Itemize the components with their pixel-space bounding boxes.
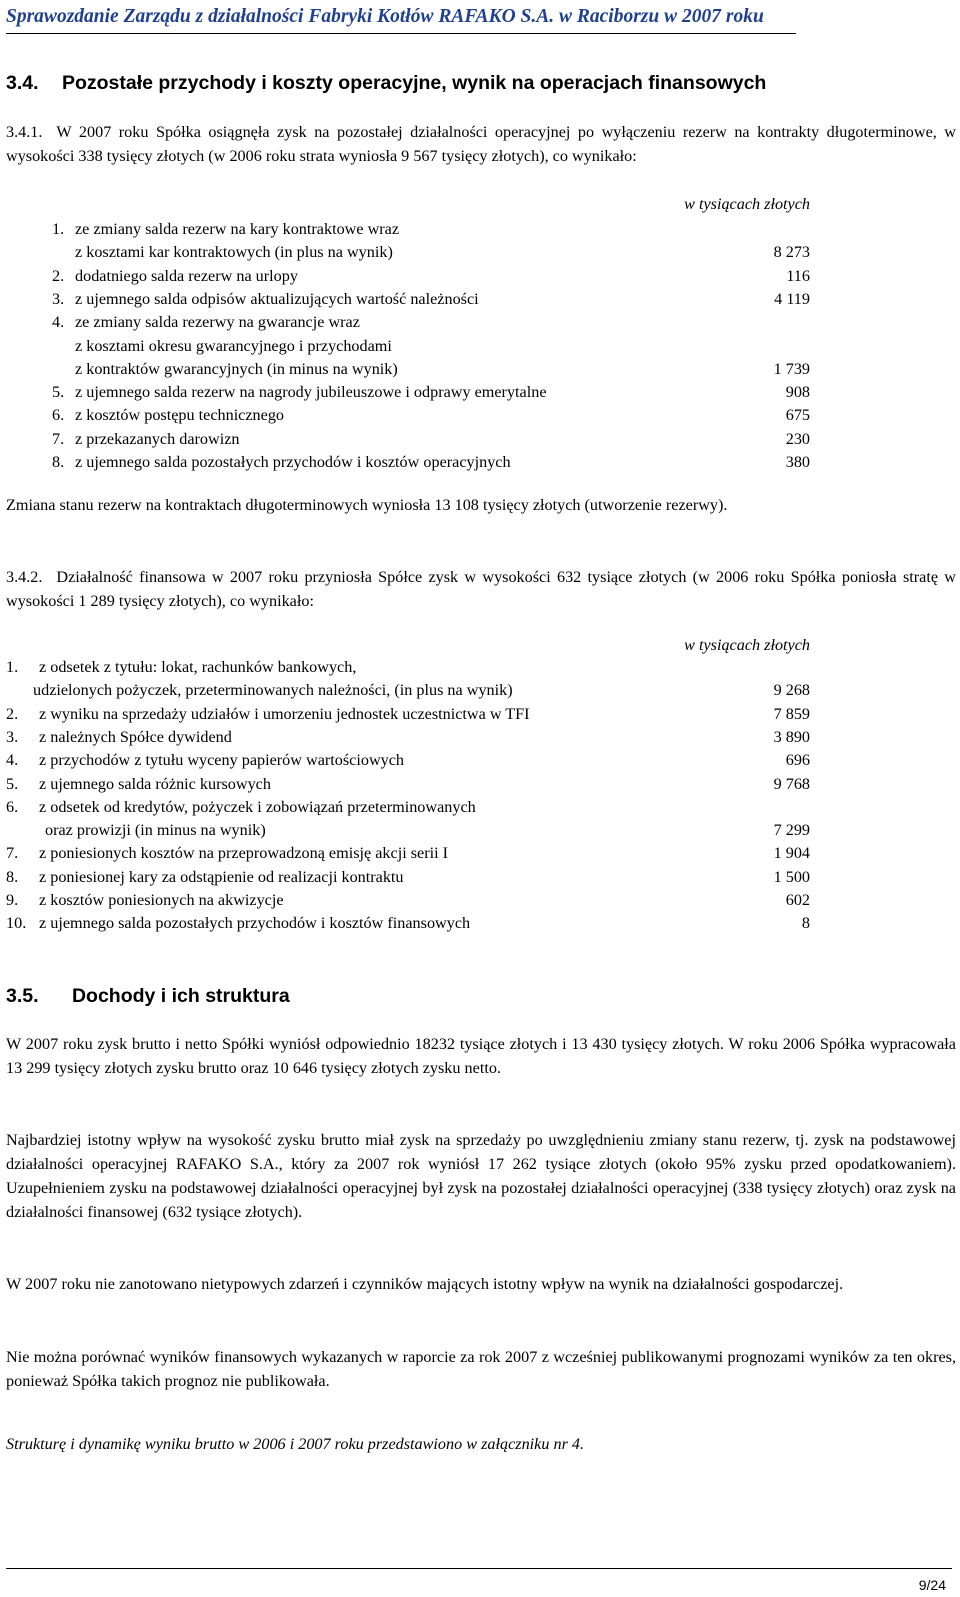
list-item-number: 4. — [6, 751, 19, 770]
list-item-number: 2. — [52, 266, 65, 285]
list-item-value: 9 268 — [773, 681, 810, 700]
list-item-text: z kosztów postępu technicznego — [75, 406, 285, 425]
page-number: 9/24 — [918, 1577, 946, 1593]
list-item-number: 4. — [52, 313, 65, 332]
list-item-value: 675 — [785, 406, 810, 425]
list-item-value: 908 — [785, 383, 810, 402]
section-title: Dochody i ich struktura — [71, 985, 290, 1007]
list-item-text: z ujemnego salda różnic kursowych — [39, 774, 271, 793]
list-item-text: z ujemnego salda odpisów aktualizujących wartość należności — [75, 289, 479, 308]
list-item-number: 1. — [6, 658, 19, 676]
list-item-text: z kosztami okresu gwarancyjnego i przychodami — [75, 336, 392, 355]
section-3-5-heading — [6, 985, 290, 1008]
list-item-value: 696 — [785, 751, 810, 770]
list-item-text: z kontraktów gwarancyjnych (in minus na wynik) — [75, 359, 398, 378]
paragraph-number: 3.4.1. — [6, 123, 43, 141]
list-item-value: 8 273 — [773, 243, 810, 262]
list1-unit: w tysiącach złotych — [684, 195, 810, 213]
paragraph-profit-structure: Najbardziej istotny wpływ na wysokość zysku brutto miał zysk na sprzedaży po uwzględnieniu zmiany stanu rezerw, tj. zysk na podstawowej działalności operacyjnej RAFAKO S.A., który za 2007 rok wyniósł 17 262 tysiące złotych (około 95% zysku przed opodatkowaniem). Uzupełnieniem zysku na podstawowej działalności operacyjnej był zysk na pozostałej działalności operacyjnej (338 tysięcy złotych) oraz zysk na działalności finansowej (632 tysiące złotych). — [6, 1131, 956, 1221]
paragraph-forecast: Nie można porównać wyników finansowych wykazanych w raporcie za rok 2007 z wcześniej publikowanymi prognozami wyników za ten okres, ponieważ Spółka takich prognoz nie publikowała. — [6, 1348, 956, 1390]
list-item-text: z poniesionych kosztów na przeprowadzoną emisję akcji serii I — [39, 844, 449, 863]
list-item-value: 3 890 — [773, 727, 810, 746]
footer-rule — [6, 1568, 952, 1569]
list-item-number: 9. — [6, 891, 19, 909]
list-item-value: 7 859 — [773, 704, 810, 723]
attachment-note: Strukturę i dynamikę wyniku brutto w 2006 i 2007 roku przedstawiono w załączniku nr 4. — [6, 1435, 585, 1453]
list-item-value: 230 — [785, 429, 810, 448]
list-item-number: 6. — [6, 797, 19, 816]
section-title: Pozostałe przychody i koszty operacyjne, wynik na operacjach finansowych — [61, 72, 767, 94]
list-item-value: 1 739 — [773, 359, 810, 378]
list-item-text: z ujemnego salda pozostałych przychodów i kosztów finansowych — [39, 914, 471, 933]
list-item-number: 2. — [6, 704, 19, 723]
list-item-number: 7. — [6, 844, 19, 863]
list-item-number: 10. — [6, 914, 27, 933]
list2-unit: w tysiącach złotych — [684, 636, 810, 654]
list-item-value: 9 768 — [773, 774, 810, 793]
list-item-number: 3. — [6, 727, 19, 746]
list-item-text: z odsetek od kredytów, pożyczek i zobowiązań przeterminowanych — [39, 797, 476, 816]
paragraph-3-4-1 — [6, 120, 956, 168]
list-item-value: 116 — [786, 266, 810, 285]
list-item-number: 6. — [52, 406, 65, 425]
list-item-text: ze zmiany salda rezerwy na gwarancje wraz — [75, 313, 360, 332]
list-item-number: 3. — [52, 289, 65, 308]
paragraph-reserve-change: Zmiana stanu rezerw na kontraktach długoterminowych wyniosła 13 108 tysięcy złotych (utworzenie rezerwy). — [6, 496, 728, 514]
paragraph-no-atypical-events: W 2007 roku nie zanotowano nietypowych zdarzeń i czynników mających istotny wpływ na wynik na działalności gospodarczej. — [6, 1275, 844, 1293]
paragraph-text: W 2007 roku Spółka osiągnęła zysk na pozostałej działalności operacyjnej po wyłączeniu rezerw na kontrakty długoterminowe, w wysokości 338 tysięcy złotych (w 2006 roku strata wyniosła 9 567 tysięcy złotych), co wynikało: — [6, 123, 956, 165]
list-item-number: 8. — [6, 867, 19, 886]
list-item-text: oraz prowizji (in minus na wynik) — [45, 821, 266, 840]
list-item-value: 1 500 — [773, 867, 810, 886]
list-item-value: 602 — [785, 891, 810, 909]
list-item-text: z ujemnego salda rezerw na nagrody jubileuszowe i odprawy emerytalne — [75, 383, 547, 402]
list-item-text: dodatniego salda rezerw na urlopy — [75, 266, 298, 285]
list-item-text: z należnych Spółce dywidend — [39, 727, 232, 746]
list-item-number: 1. — [52, 220, 65, 238]
list-item-number: 5. — [52, 383, 65, 402]
list-item-value: 380 — [785, 453, 810, 471]
list-item-value: 7 299 — [773, 821, 810, 840]
paragraph-3-4-2 — [6, 565, 956, 613]
list-item-text: z kosztów poniesionych na akwizycje — [39, 891, 284, 909]
list-item-text: z poniesionej kary za odstąpienie od realizacji kontraktu — [39, 867, 404, 886]
section-number: 3.5. — [6, 985, 39, 1007]
list-item-number: 8. — [52, 453, 65, 471]
list-item-value: 4 119 — [774, 289, 810, 308]
paragraph-number: 3.4.2. — [6, 568, 43, 586]
list-item-number: 7. — [52, 429, 65, 448]
paragraph-profit-2007: W 2007 roku zysk brutto i netto Spółki wyniósł odpowiednio 18232 tysiące złotych i 13 430 tysięcy złotych. W roku 2006 Spółka wypracowała 13 299 tysięcy złotych zysku brutto oraz 10 646 tysięcy złotych zysku netto. — [6, 1035, 956, 1077]
list-item-text: z przychodów z tytułu wyceny papierów wartościowych — [39, 751, 405, 770]
list-item-text: udzielonych pożyczek, przeterminowanych należności, (in plus na wynik) — [33, 681, 513, 700]
section-number: 3.4. — [6, 72, 39, 94]
list-item-value: 8 — [801, 914, 810, 933]
list-item-text: z ujemnego salda pozostałych przychodów i kosztów operacyjnych — [75, 453, 511, 471]
list-item-number: 5. — [6, 774, 19, 793]
list-item-text: z wyniku na sprzedaży udziałów i umorzeniu jednostek uczestnictwa w TFI — [39, 704, 530, 723]
list-item-text: ze zmiany salda rezerw na kary kontraktowe wraz — [75, 220, 400, 238]
paragraph-text: Działalność finansowa w 2007 roku przyniosła Spółce zysk w wysokości 632 tysiące złotych (w 2006 roku Spółka poniosła stratę w wysokości 1 289 tysięcy złotych), co wynikało: — [6, 568, 956, 610]
list-item-value: 1 904 — [773, 844, 810, 863]
list-item-text: z przekazanych darowizn — [75, 429, 240, 448]
page-header: Sprawozdanie Zarządu z działalności Fabryki Kotłów RAFAKO S.A. w Raciborzu w 2007 roku — [6, 6, 796, 34]
list-item-text: z odsetek z tytułu: lokat, rachunków bankowych, — [39, 658, 357, 676]
list-item-text: z kosztami kar kontraktowych (in plus na wynik) — [75, 243, 393, 262]
section-3-4-heading — [6, 72, 766, 95]
